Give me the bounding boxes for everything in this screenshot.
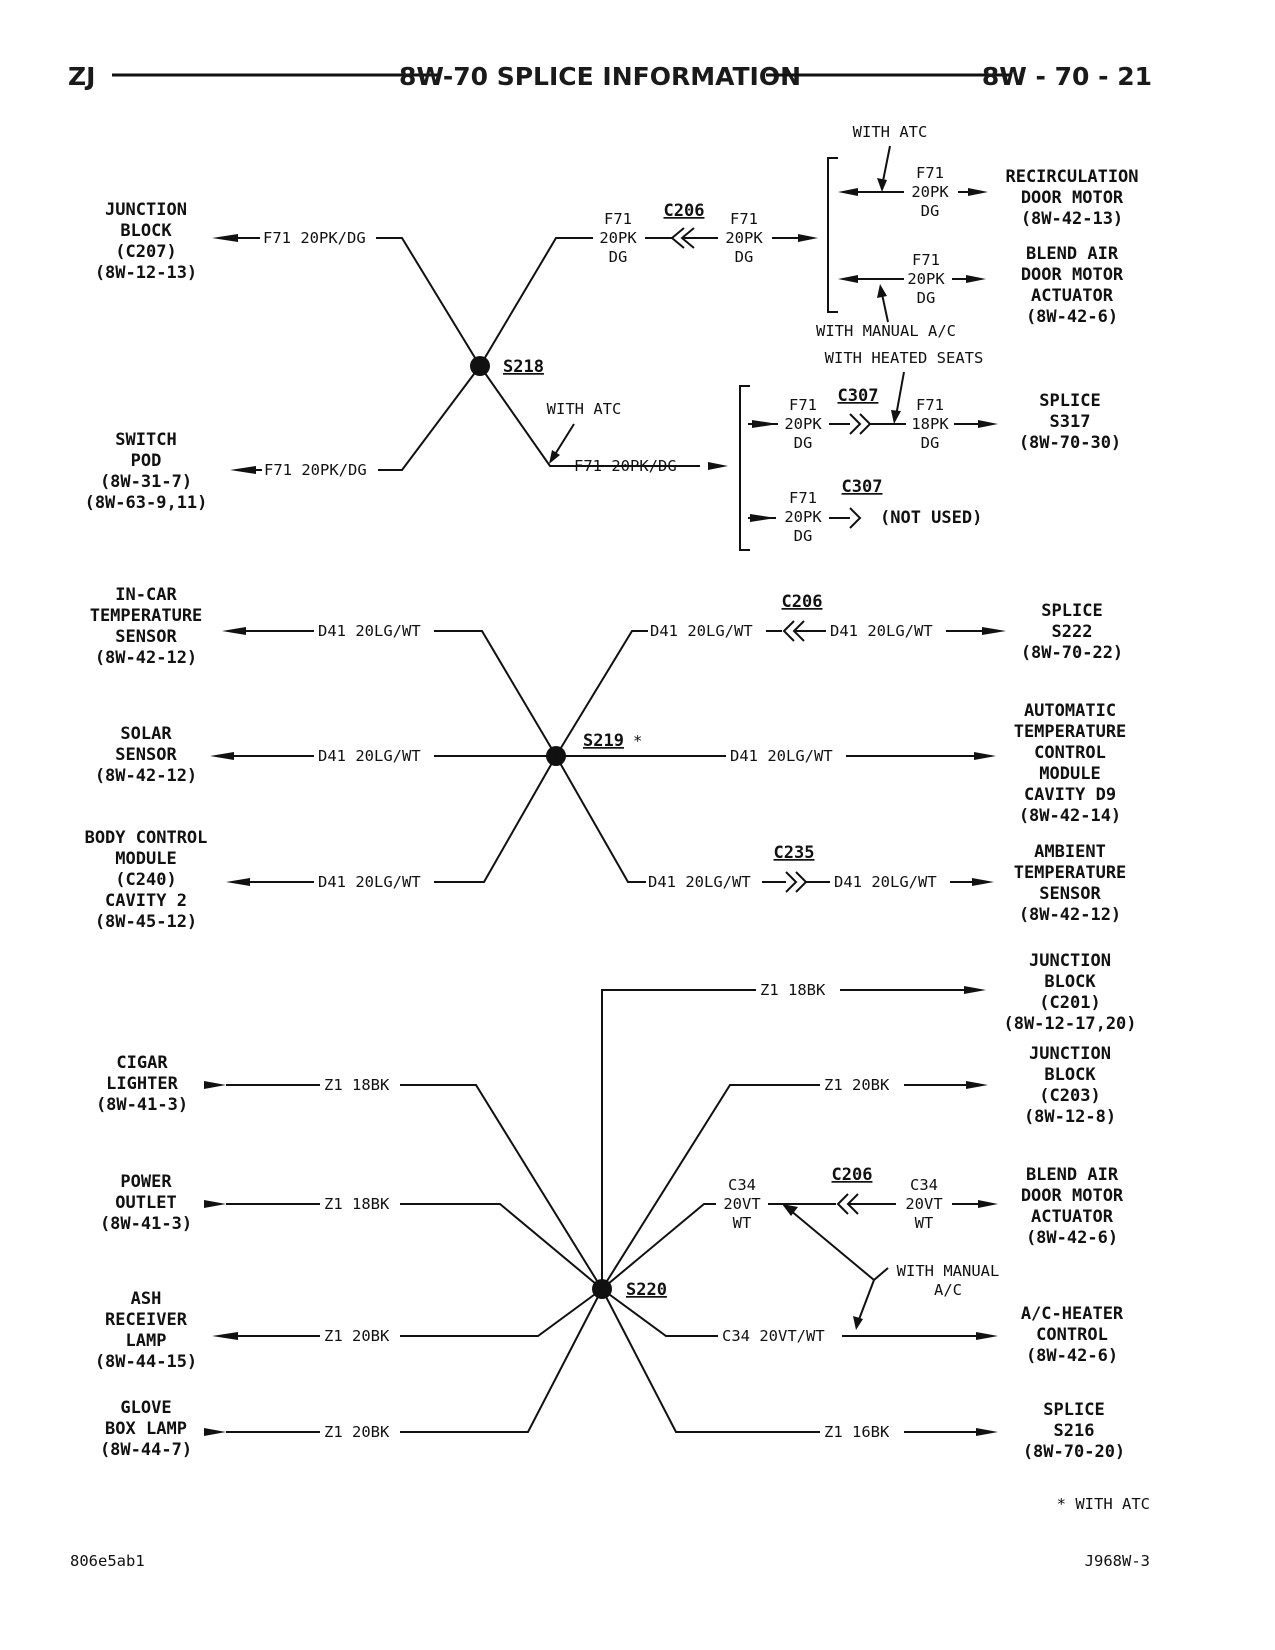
connector-icon bbox=[850, 508, 860, 528]
component-label: ACTUATOR bbox=[1031, 286, 1113, 306]
splice-s220-group bbox=[95, 951, 1137, 1462]
wire-line bbox=[400, 1204, 602, 1289]
connector-label: C307 bbox=[841, 477, 883, 497]
arrow-icon bbox=[222, 627, 246, 635]
component-label: TEMPERATURE bbox=[1013, 722, 1127, 742]
wire-label: D41 20LG/WT bbox=[834, 873, 937, 891]
component-label: (8W-44-7) bbox=[99, 1440, 193, 1460]
wire-label: WT bbox=[914, 1214, 934, 1232]
component-label: A/C-HEATER bbox=[1020, 1304, 1124, 1324]
arrow-icon bbox=[964, 986, 986, 994]
component-label: LAMP bbox=[125, 1331, 167, 1351]
pointer-line bbox=[554, 424, 574, 456]
arrow-icon bbox=[976, 1428, 998, 1436]
component-label: JUNCTION bbox=[1029, 951, 1111, 971]
component-label: CONTROL bbox=[1036, 1325, 1108, 1345]
pointer-line bbox=[896, 372, 904, 416]
pointer-line bbox=[858, 1268, 888, 1322]
component-label: ASH bbox=[130, 1289, 162, 1309]
component-label: BLOCK bbox=[1044, 1065, 1096, 1085]
component-label: (C203) bbox=[1039, 1086, 1101, 1106]
wire-line bbox=[434, 756, 556, 882]
component-label: (8W-12-17,20) bbox=[1003, 1014, 1137, 1034]
component-label: TEMPERATURE bbox=[1013, 863, 1127, 883]
splice-note-marker: * bbox=[633, 732, 643, 750]
page-number: 8W - 70 - 21 bbox=[981, 62, 1152, 91]
wire-label: D41 20LG/WT bbox=[648, 873, 751, 891]
bracket bbox=[828, 158, 838, 312]
component-label: (8W-70-30) bbox=[1018, 433, 1122, 453]
arrow-icon bbox=[226, 878, 250, 886]
wire-label: D41 20LG/WT bbox=[830, 622, 933, 640]
arrow-icon bbox=[972, 878, 994, 886]
component-label: SPLICE bbox=[1043, 1400, 1105, 1420]
component-label: BOX LAMP bbox=[105, 1419, 187, 1439]
wire-label: Z1 16BK bbox=[824, 1423, 890, 1441]
wire-label: C34 bbox=[910, 1176, 938, 1194]
component-label: JUNCTION bbox=[1029, 1044, 1111, 1064]
wire-label: 20PK bbox=[725, 229, 763, 247]
wire-line bbox=[400, 1289, 602, 1336]
component-label: BODY CONTROL bbox=[84, 828, 208, 848]
wire-label: F71 bbox=[730, 210, 758, 228]
wire-line bbox=[602, 990, 756, 1289]
wire-label: Z1 18BK bbox=[324, 1076, 390, 1094]
component-label: (8W-31-7) bbox=[99, 472, 193, 492]
component-label: DOOR MOTOR bbox=[1020, 188, 1124, 208]
component-label: SENSOR bbox=[115, 745, 177, 765]
footer-code-right: J968W-3 bbox=[1084, 1552, 1150, 1570]
wire-label: 18PK bbox=[911, 415, 949, 433]
arrow-icon bbox=[966, 275, 986, 283]
wire-label: D41 20LG/WT bbox=[318, 622, 421, 640]
arrow-icon bbox=[974, 752, 996, 760]
component-label: SPLICE bbox=[1041, 601, 1103, 621]
component-label: (C201) bbox=[1039, 993, 1101, 1013]
arrow-icon bbox=[978, 420, 998, 428]
pointer-line bbox=[790, 1210, 874, 1280]
wire-line bbox=[480, 238, 593, 366]
wire-label: 20VT bbox=[905, 1195, 943, 1213]
footnote: * WITH ATC bbox=[1056, 1495, 1150, 1513]
arrow-icon bbox=[708, 462, 728, 470]
wire-label: 20PK bbox=[784, 415, 822, 433]
component-label: CONTROL bbox=[1034, 743, 1106, 763]
arrow-icon bbox=[838, 188, 858, 196]
option-note: WITH ATC bbox=[546, 400, 622, 418]
component-label: (C240) bbox=[115, 870, 177, 890]
page-title: 8W-70 SPLICE INFORMATION bbox=[398, 62, 802, 91]
connector-icon bbox=[786, 872, 806, 892]
wire-label: F71 20PK/DG bbox=[264, 461, 367, 479]
splice-label: S220 bbox=[626, 1280, 667, 1300]
splice-label: S219 bbox=[583, 731, 624, 751]
wire-line bbox=[556, 756, 646, 882]
arrow-icon bbox=[549, 450, 560, 464]
component-label: S216 bbox=[1053, 1421, 1095, 1441]
wire-label: DG bbox=[920, 202, 940, 220]
component-label: (8W-12-8) bbox=[1023, 1107, 1117, 1127]
component-label: GLOVE bbox=[120, 1398, 172, 1418]
wire-label: DG bbox=[608, 248, 628, 266]
arrow-icon bbox=[204, 1428, 226, 1436]
component-label: (C207) bbox=[115, 242, 177, 262]
wire-label: 20PK bbox=[784, 508, 822, 526]
wire-label: Z1 20BK bbox=[324, 1327, 390, 1345]
component-label: SENSOR bbox=[115, 627, 177, 647]
wire-label: WT bbox=[732, 1214, 752, 1232]
option-note: A/C bbox=[934, 1281, 962, 1299]
component-label: (8W-70-22) bbox=[1020, 643, 1124, 663]
connector-label: C206 bbox=[663, 201, 705, 221]
component-label: MODULE bbox=[115, 849, 177, 869]
bracket bbox=[740, 386, 750, 550]
splice-label: S218 bbox=[503, 357, 544, 377]
arrow-icon bbox=[982, 627, 1006, 635]
connector-label: C206 bbox=[781, 592, 823, 612]
wire-label: Z1 20BK bbox=[324, 1423, 390, 1441]
component-label: (8W-42-14) bbox=[1018, 806, 1122, 826]
component-label: (8W-41-3) bbox=[95, 1095, 189, 1115]
component-label: (8W-12-13) bbox=[94, 263, 198, 283]
wire-label: 20PK bbox=[599, 229, 637, 247]
arrow-icon bbox=[877, 284, 887, 298]
component-label: BLEND AIR bbox=[1025, 1165, 1119, 1185]
component-label: BLOCK bbox=[120, 221, 172, 241]
wire-line bbox=[602, 1204, 716, 1289]
component-label: (8W-42-12) bbox=[94, 648, 198, 668]
component-label: CAVITY D9 bbox=[1023, 785, 1117, 805]
wire-label: F71 bbox=[789, 396, 817, 414]
wire-label: D41 20LG/WT bbox=[730, 747, 833, 765]
arrow-icon bbox=[212, 1332, 238, 1340]
pointer-line bbox=[882, 294, 888, 322]
component-label: SOLAR bbox=[120, 724, 172, 744]
arrow-icon bbox=[978, 1200, 998, 1208]
component-label: (8W-63-9,11) bbox=[84, 493, 208, 513]
component-label: (8W-42-6) bbox=[1025, 307, 1119, 327]
arrow-icon bbox=[966, 1081, 988, 1089]
component-label: SENSOR bbox=[1039, 884, 1101, 904]
component-label: ACTUATOR bbox=[1031, 1207, 1113, 1227]
wire-label: F71 20PK/DG bbox=[263, 229, 366, 247]
page-footer bbox=[70, 1495, 1150, 1570]
component-label: SWITCH bbox=[115, 430, 177, 450]
wire-label: DG bbox=[793, 434, 813, 452]
component-label: CIGAR bbox=[116, 1053, 168, 1073]
wire-label: F71 bbox=[912, 251, 940, 269]
component-label: (8W-44-15) bbox=[94, 1352, 198, 1372]
component-label: RECEIVER bbox=[105, 1310, 187, 1330]
component-label: POD bbox=[130, 451, 162, 471]
component-label: OUTLET bbox=[115, 1193, 177, 1213]
wire-label: Z1 18BK bbox=[324, 1195, 390, 1213]
wire-line bbox=[376, 238, 480, 366]
footer-code-left: 806e5ab1 bbox=[70, 1552, 145, 1570]
wire-label: C34 bbox=[728, 1176, 756, 1194]
wire-label: D41 20LG/WT bbox=[650, 622, 753, 640]
header-model: ZJ bbox=[68, 62, 96, 91]
component-label: (8W-45-12) bbox=[94, 912, 198, 932]
component-label: TEMPERATURE bbox=[89, 606, 203, 626]
wire-label: C34 20VT/WT bbox=[722, 1327, 825, 1345]
arrow-icon bbox=[853, 1316, 863, 1330]
wire-line bbox=[378, 366, 480, 470]
component-label: AMBIENT bbox=[1034, 842, 1106, 862]
wire-label: F71 bbox=[604, 210, 632, 228]
component-label: CAVITY 2 bbox=[105, 891, 187, 911]
wire-label: 20PK bbox=[907, 270, 945, 288]
wire-label: D41 20LG/WT bbox=[318, 747, 421, 765]
connector-icon bbox=[850, 414, 870, 434]
wire-line bbox=[400, 1085, 602, 1289]
component-label: (8W-42-13) bbox=[1020, 209, 1124, 229]
component-label: RECIRCULATION bbox=[1005, 167, 1139, 187]
component-label: POWER bbox=[120, 1172, 172, 1192]
wire-label: Z1 18BK bbox=[760, 981, 826, 999]
arrow-icon bbox=[210, 752, 234, 760]
wire-label: 20VT bbox=[723, 1195, 761, 1213]
arrow-icon bbox=[877, 178, 887, 192]
splice-s219-group bbox=[85, 585, 1127, 932]
component-label: (8W-42-6) bbox=[1025, 1228, 1119, 1248]
arrow-icon bbox=[891, 410, 901, 424]
component-label: (8W-41-3) bbox=[99, 1214, 193, 1234]
arrow-icon bbox=[230, 466, 256, 474]
wire-label: F71 20PK/DG bbox=[574, 457, 677, 475]
component-label: BLEND AIR bbox=[1025, 244, 1119, 264]
arrow-icon bbox=[204, 1081, 226, 1089]
arrow-icon bbox=[212, 234, 238, 242]
wire-line bbox=[602, 1289, 820, 1432]
option-note: WITH HEATED SEATS bbox=[824, 349, 984, 367]
component-label: (8W-42-6) bbox=[1025, 1346, 1119, 1366]
connector-label: C307 bbox=[837, 386, 879, 406]
option-note: WITH MANUAL A/C bbox=[816, 322, 956, 340]
arrow-icon bbox=[976, 1332, 998, 1340]
wire-label: DG bbox=[734, 248, 754, 266]
component-label: S222 bbox=[1051, 622, 1093, 642]
arrow-icon bbox=[838, 275, 858, 283]
component-label: (8W-70-20) bbox=[1022, 1442, 1126, 1462]
component-label: (8W-42-12) bbox=[1018, 905, 1122, 925]
wire-label: DG bbox=[916, 289, 936, 307]
arrow-icon bbox=[798, 234, 818, 242]
wire-label: F71 bbox=[789, 489, 817, 507]
component-label: DOOR MOTOR bbox=[1020, 1186, 1124, 1206]
wire-line bbox=[602, 1085, 820, 1289]
component-label: IN-CAR bbox=[115, 585, 177, 605]
component-label: AUTOMATIC bbox=[1023, 701, 1117, 721]
wire-label: DG bbox=[920, 434, 940, 452]
component-label: SPLICE bbox=[1039, 391, 1101, 411]
component-label: BLOCK bbox=[1044, 972, 1096, 992]
component-label: LIGHTER bbox=[106, 1074, 178, 1094]
wire-label: 20PK bbox=[911, 183, 949, 201]
wire-label: F71 bbox=[916, 164, 944, 182]
component-label: DOOR MOTOR bbox=[1020, 265, 1124, 285]
connector-label: C235 bbox=[773, 843, 815, 863]
component-label: JUNCTION bbox=[105, 200, 187, 220]
wire-label: F71 bbox=[916, 396, 944, 414]
wire-label: DG bbox=[793, 527, 813, 545]
component-label: MODULE bbox=[1039, 764, 1101, 784]
wire-label: Z1 20BK bbox=[824, 1076, 890, 1094]
option-note: WITH ATC bbox=[852, 123, 928, 141]
page-header bbox=[68, 62, 1152, 91]
component-label: S317 bbox=[1049, 412, 1091, 432]
arrow-icon bbox=[204, 1200, 226, 1208]
arrow-icon bbox=[968, 188, 988, 196]
wire-line bbox=[434, 631, 556, 756]
not-used-label: (NOT USED) bbox=[880, 508, 983, 528]
connector-label: C206 bbox=[831, 1165, 873, 1185]
splice-s218-group bbox=[85, 123, 1139, 550]
wire-label: D41 20LG/WT bbox=[318, 873, 421, 891]
component-label: (8W-42-12) bbox=[94, 766, 198, 786]
option-note: WITH MANUAL bbox=[896, 1262, 1000, 1280]
